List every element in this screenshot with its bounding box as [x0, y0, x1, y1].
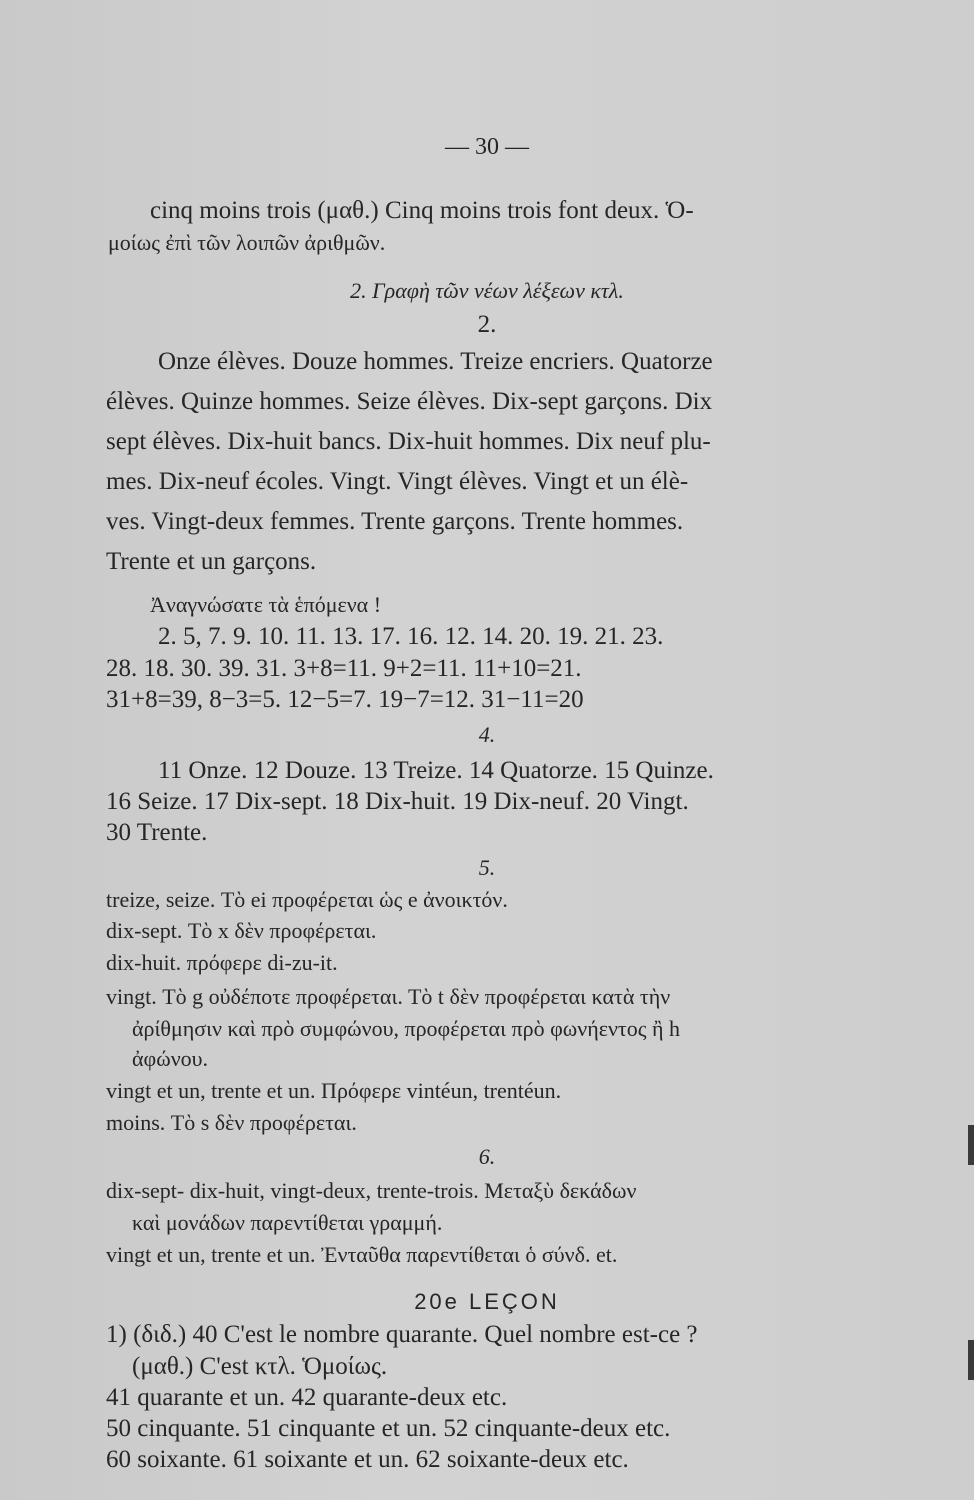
text-line-23: moins. Τὸ s δὲν προφέρεται. [106, 1110, 357, 1135]
text-line-19: vingt. Τὸ g οὐδέποτε προφέρεται. Τὸ t δὲν προφέρεται κατὰ τὴν [106, 984, 671, 1009]
text-line-29: 41 quarante et un. 42 quarante-deux etc. [106, 1384, 508, 1411]
section-number-2: 2. [477, 311, 497, 338]
text-line-13: 11 Onze. 12 Douze. 13 Treize. 14 Quatorze. 15 Quinze. [158, 757, 714, 784]
text-line-22: vingt et un, trente et un. Πρόφερε vintéun, trentéun. [106, 1078, 562, 1103]
number-line-2: 28. 18. 30. 39. 31. 3+8=11. 9+2=11. 11+10=21. [106, 655, 582, 682]
text-line-1: cinq moins trois (μαθ.) Cinq moins trois font deux. Ὁ- [150, 197, 694, 224]
text-line-18: dix-huit. πρόφερε di-zu-it. [106, 950, 338, 975]
text-line-9: Ἀναγνώσατε τὰ ἑπόμενα ! [150, 592, 382, 617]
text-line-31: 60 soixante. 61 soixante et un. 62 soixante-deux etc. [106, 1446, 629, 1473]
text-line-20: ἀρίθμησιν καὶ πρὸ συμφώνου, προφέρεται πρὸ φωνήεντος ἢ h [132, 1016, 680, 1041]
text-line-4: élèves. Quinze hommes. Seize élèves. Dix-sept garçons. Dix [106, 388, 713, 415]
text-line-30: 50 cinquante. 51 cinquante et un. 52 cinquante-deux etc. [106, 1415, 671, 1442]
text-line-3: Onze élèves. Douze hommes. Treize encriers. Quatorze [158, 348, 713, 375]
text-line-16: treize, seize. Τὸ ei προφέρεται ὡς e ἀνοικτόν. [106, 887, 508, 912]
text-line-28: (μαθ.) C'est κτλ. Ὁμοίως. [132, 1353, 388, 1380]
text-line-24: dix-sept- dix-huit, vingt-deux, trente-trois. Μεταξὺ δεκάδων [106, 1178, 637, 1203]
text-line-6: mes. Dix-neuf écoles. Vingt. Vingt élèves. Vingt et un élè- [106, 468, 689, 495]
text-line-26: vingt et un, trente et un. Ἐνταῦθα παρεντίθεται ὁ σύνδ. et. [106, 1242, 618, 1267]
text-line-21: ἀφώνου. [132, 1046, 209, 1071]
text-line-17: dix-sept. Τὸ x δὲν προφέρεται. [106, 918, 377, 943]
section-number-4: 4. [478, 722, 496, 747]
page-edge-mark-lower [968, 1340, 974, 1380]
number-line-1: 2. 5, 7. 9. 10. 11. 13. 17. 16. 12. 14. 20. 19. 21. 23. [158, 623, 664, 650]
text-line-25: καὶ μονάδων παρεντίθεται γραμμή. [132, 1210, 443, 1235]
text-line-2: μοίως ἐπὶ τῶν λοιπῶν ἀριθμῶν. [108, 230, 386, 255]
section-number-6: 6. [478, 1144, 496, 1169]
text-line-27: 1) (διδ.) 40 C'est le nombre quarante. Quel nombre est-ce ? [106, 1321, 698, 1348]
section-heading-grafi: 2. Γραφὴ τῶν νέων λέξεων κτλ. [350, 278, 624, 303]
page-number: — 30 — [445, 134, 529, 160]
text-line-7: ves. Vingt-deux femmes. Trente garçons. Trente hommes. [106, 508, 684, 535]
lesson-heading: 20e LEÇON [414, 1289, 560, 1314]
text-line-8: Trente et un garçons. [106, 548, 317, 575]
text-line-5: sept élèves. Dix-huit bancs. Dix-huit hommes. Dix neuf plu- [106, 428, 711, 455]
text-line-15: 30 Trente. [106, 819, 208, 846]
text-line-14: 16 Seize. 17 Dix-sept. 18 Dix-huit. 19 Dix-neuf. 20 Vingt. [106, 788, 689, 815]
section-number-5: 5. [478, 855, 496, 880]
number-line-3: 31+8=39, 8−3=5. 12−5=7. 19−7=12. 31−11=20 [106, 686, 584, 713]
page-edge-mark [968, 1125, 974, 1165]
